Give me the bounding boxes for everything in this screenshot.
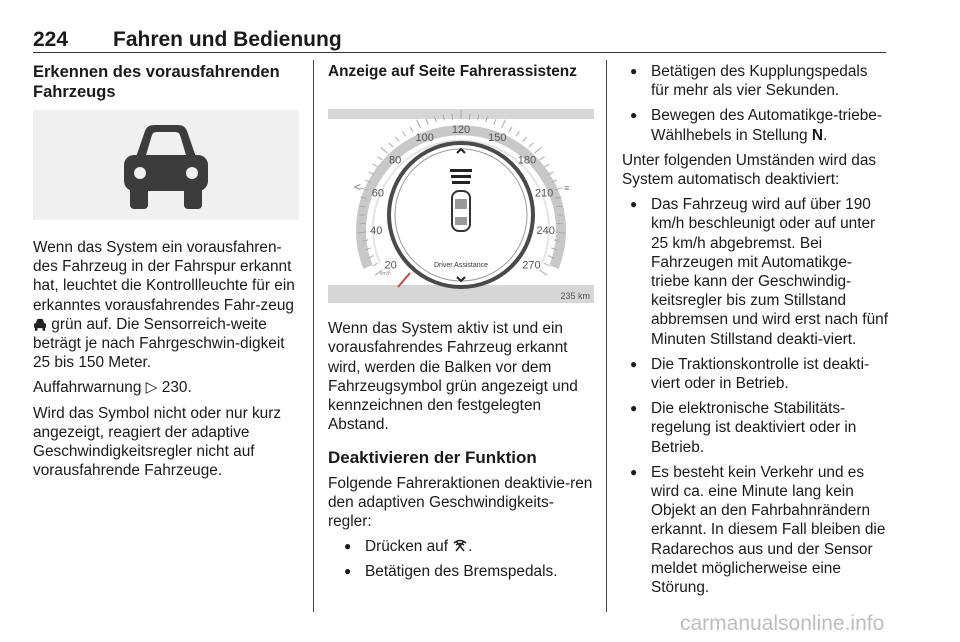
- list-item: ● Drücken auf .: [328, 537, 594, 556]
- speedometer-diagram: [328, 87, 594, 305]
- list-item: ● Das Fahrzeug wird auf über 190 km/h beschleunigt oder auf unter 25 km/h abgebremst. Bei Fahrzeugen mit Automatikge-triebe kann der Geschwindig-keitsregler bis zum Stillstand abbremsen und wird erst nach fünf Minuten Stillstand deakti-viert.: [622, 195, 888, 349]
- paragraph: Folgende Fahreraktionen deaktivie-ren den adaptiven Geschwindigkeits-regler:: [328, 474, 593, 531]
- car-front-icon: [118, 119, 214, 211]
- bullet-list: [328, 537, 594, 581]
- car-front-icon: [33, 318, 47, 331]
- list-item: ● Bewegen des Automatikge-triebe-Wählhebels in Stellung N.: [622, 106, 888, 144]
- speed-tick: [469, 114, 470, 120]
- cruise-cancel-icon: [452, 539, 468, 553]
- speed-label: 80: [388, 154, 402, 167]
- watermark: carmanualsonline.info: [680, 612, 885, 635]
- page-number: 224: [33, 28, 69, 51]
- chevron-left-icon: <: [354, 180, 362, 195]
- page-title: Fahren und Bedienung: [113, 28, 342, 51]
- paragraph: Unter folgenden Umständen wird das System automatisch deaktiviert:: [622, 151, 877, 189]
- speed-tick: [452, 114, 453, 120]
- menu-lines-icon: ≡: [564, 183, 570, 194]
- paragraph: Wenn das System aktiv ist und ein vorausfahrendes Fahrzeug erkannt wird, werden die Balken vor dem Fahrzeugsymbol grün angezeigt und kennzeichnen den festgelegten Abstand.: [328, 320, 578, 434]
- section-heading: Anzeige auf Seite Fahrerassistenz: [328, 63, 577, 80]
- paragraph: Wenn das System ein vorausfahren-des Fahrzeug in der Fahrspur erkannt hat, leuchtet die Kontrollleuchte für ein erkanntes vorausfahrendes Fahr-zeug grün auf. Die Sensorreich-weite beträgt je nach Fahrgeschwin-digkeit 25 bis 150 Meter.: [33, 239, 295, 372]
- column-divider: [606, 60, 607, 612]
- section-heading: Deaktivieren der Funktion: [328, 448, 537, 468]
- list-item: ● Die Traktionskontrolle ist deakti-viert oder in Betrieb.: [622, 355, 888, 393]
- list-item: ● Betätigen des Bremspedals.: [328, 562, 594, 581]
- speed-tick: [359, 224, 365, 225]
- paragraph: Wird das Symbol nicht oder nur kurz angezeigt, reagiert der adaptive Geschwindigkeitsregler nicht auf vorausfahrende Fahrzeuge.: [33, 404, 282, 480]
- speed-label: 20: [384, 259, 397, 272]
- speed-label: 40: [370, 225, 383, 238]
- section-heading: Erkennen des vorausfahrenden Fahrzeugs: [33, 63, 280, 101]
- bullet-list: [622, 62, 888, 145]
- speed-label: 120: [451, 124, 471, 137]
- speed-tick: [557, 206, 563, 207]
- list-item: ● Die elektronische Stabilitäts-regelung ist deaktiviert oder in Betrieb.: [622, 399, 888, 457]
- dashboard-illustration: [328, 87, 594, 305]
- column-middle: [328, 62, 594, 588]
- unit-label: km/h: [380, 271, 391, 278]
- column-right: [622, 62, 888, 603]
- odometer: 235 km: [560, 291, 590, 302]
- speed-label: 240: [536, 225, 555, 238]
- column-left: [33, 62, 299, 486]
- speed-label: 150: [488, 132, 507, 145]
- center-label: Driver Assistance: [433, 262, 489, 270]
- speed-label: 180: [517, 154, 537, 167]
- speed-label: 270: [522, 259, 541, 272]
- speed-tick: [359, 206, 365, 207]
- speed-label: 60: [371, 187, 385, 200]
- car-illustration: [33, 110, 299, 220]
- list-item: ● Betätigen des Kupplungspedals für mehr als vier Sekunden.: [622, 62, 888, 100]
- speed-label: 210: [534, 187, 554, 200]
- bullet-list: [622, 195, 888, 597]
- list-item: ● Es besteht kein Verkehr und es wird ca. eine Minute lang kein Objekt an den Fahrbahnrändern erkannt. In diesem Fall bleiben die Radarechos aus und der Sensor meldet möglicherweise eine Störung.: [622, 463, 888, 597]
- distance-bars: [450, 169, 472, 184]
- speed-tick: [557, 224, 563, 225]
- column-divider: [313, 60, 314, 612]
- page-header: [33, 28, 886, 53]
- cross-reference[interactable]: Auffahrwarnung ▷ 230.: [33, 379, 192, 397]
- speed-label: 100: [415, 132, 434, 145]
